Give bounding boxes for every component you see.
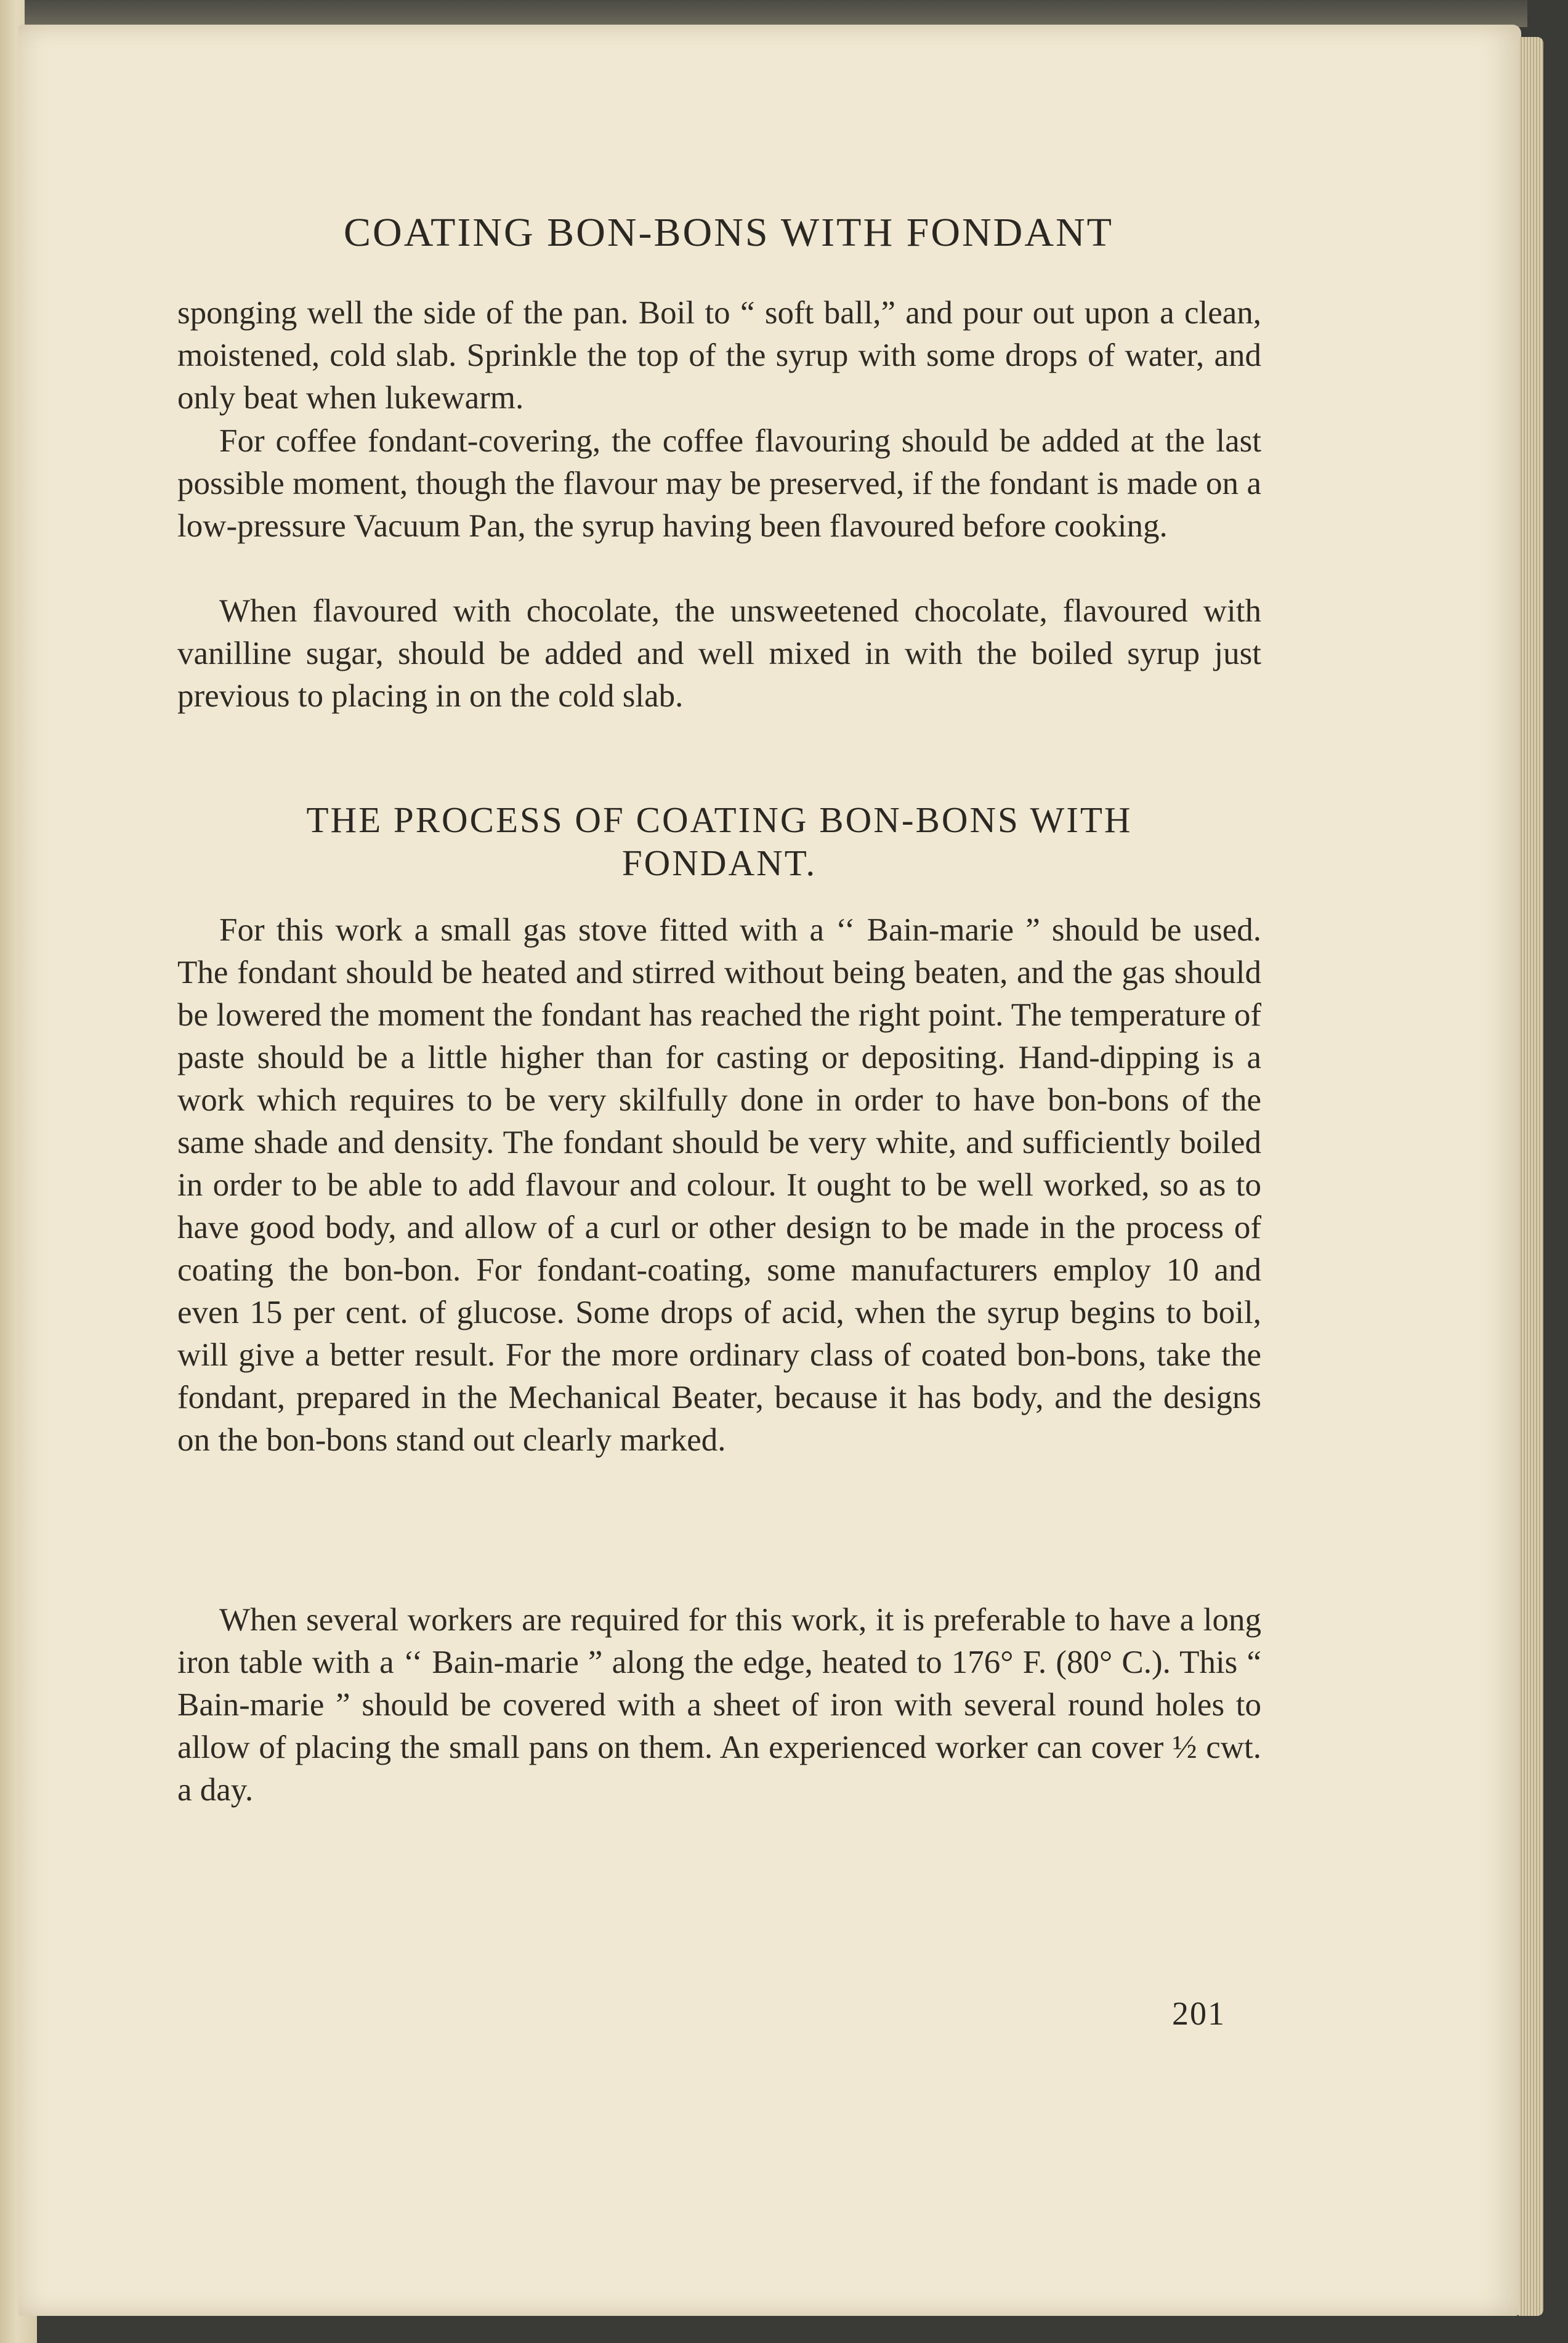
paragraph-text: For this work a small gas stove fitted with a ‘‘ Bain-marie ” should be used. The fondant should be heated and stirred without being beaten, and the gas should be lowered the moment the fondant has reached the right point. The temperature of paste should be a little higher than for casting or depositing. Hand-dipping is a work which requires to be very skilfully done in order to have bon-bons of the same shade and density. The fondant should be very white, and sufficiently boiled in order to be able to add flavour and colour. It ought to be well worked, so as to have good body, and allow of a curl or other design to be made in the process of coating the bon-bon. For fondant-coating, some manufacturers employ 10 and even 15 per cent. of glucose. Some drops of acid, when the syrup begins to boil, will give a better result. For the more ordinary class of coated bon-bons, take the fondant, prepared in the Mechanical Beater, because it has body, and the designs on the bon-bons stand out clearly marked.: [177, 912, 1261, 1458]
page-edges: [1519, 37, 1543, 2316]
paragraph-text: When flavoured with chocolate, the unsweetened chocolate, flavoured with vanilline sugar, should be added and well mixed in with the boiled syrup just previous to placing in on the cold slab.: [177, 593, 1261, 714]
paragraph-4: [177, 909, 1261, 1462]
section-title: [177, 798, 1261, 884]
paragraph-text: For coffee fondant-covering, the coffee flavouring should be added at the last possible moment, though the flavour may be preserved, if the fondant is made on a low-pressure Vacuum Pan, the syrup having been flavoured before cooking.: [177, 423, 1261, 544]
section-title-line-2: FONDANT.: [621, 843, 817, 883]
paragraph-2: [177, 420, 1261, 548]
book-cover-top: [25, 0, 1527, 27]
paragraph-text: When several workers are required for this work, it is preferable to have a long iron table with a ‘‘ Bain-marie ” along the edge, heated to 176° F. (80° C.). This “ Bain-marie ” should be covered with a sheet of iron with several round holes to allow of placing the small pans on them. An experienced worker can cover ½ cwt. a day.: [177, 1602, 1261, 1808]
section-title-line-1: THE PROCESS OF COATING BON-BONS WITH: [306, 799, 1133, 840]
page-number: 201: [1172, 1995, 1226, 2032]
paragraph-1: [177, 292, 1261, 419]
paragraph-text: sponging well the side of the pan. Boil to “ soft ball,” and pour out upon a clean, moistened, cold slab. Sprinkle the top of the syrup with some drops of water, and only beat when lukewarm.: [177, 295, 1261, 416]
paragraph-3: [177, 590, 1261, 718]
paragraph-5: [177, 1599, 1261, 1811]
running-head: COATING BON-BONS WITH FONDANT: [344, 210, 1113, 255]
